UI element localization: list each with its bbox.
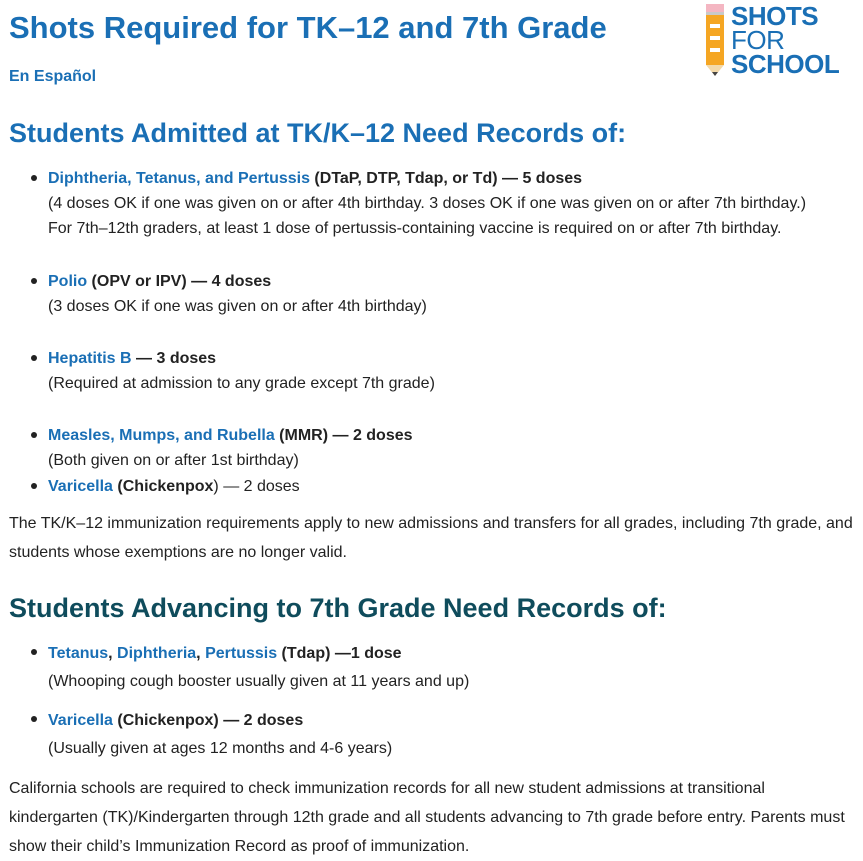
logo-line-shots: SHOTS <box>731 1 819 31</box>
vaccine-item-varicella-7th <box>48 707 848 763</box>
vaccine-note: (4 doses OK if one was given on or after 4th birthday. 3 doses OK if one was given on or after 7th birthday.) <box>48 195 807 212</box>
vaccine-link-hepatitis-b[interactable]: Hepatitis B <box>48 350 132 367</box>
vaccine-link-diphtheria[interactable]: Diphtheria <box>117 645 197 662</box>
vaccine-item-polio <box>48 269 848 319</box>
vaccine-note: (Both given on or after 1st birthday) <box>48 452 299 469</box>
logo-wordmark <box>731 1 840 79</box>
vaccine-abbr-close: ) <box>213 478 219 495</box>
section-advancing-title: Students Advancing to 7th Grade Need Records of: <box>9 593 667 623</box>
vaccine-abbr: (DTaP, DTP, Tdap, or Td) <box>309 170 498 187</box>
vaccine-abbr: (Tdap) <box>277 645 331 662</box>
vaccine-note: (3 doses OK if one was given on or after 4th birthday) <box>48 298 427 315</box>
section-admitted-title: Students Admitted at TK/K–12 Need Records of: <box>9 118 627 148</box>
dose-count: — 2 doses <box>218 712 304 729</box>
vaccine-abbr: (Chickenpox) <box>112 712 219 729</box>
shots-for-school-logo[interactable] <box>704 1 856 79</box>
vaccine-link-dtap[interactable]: Diphtheria, Tetanus, and Pertussis <box>48 170 310 187</box>
dose-count: — 3 doses <box>131 350 217 367</box>
pencil-icon <box>704 4 726 78</box>
dose-count: — 5 doses <box>497 170 583 187</box>
california-schools-paragraph: California schools are required to check immunization records for all new student admissions at transitional kindergarten (TK)/Kindergarten through 12th grade and all students advancing to 7th grade before entry. Parents must show their child’s Immunization Record as proof of immunization. <box>9 780 845 855</box>
page-title: Shots Required for TK–12 and 7th Grade <box>9 10 607 45</box>
dose-count: — 4 doses <box>186 273 272 290</box>
vaccine-link-polio[interactable]: Polio <box>48 273 88 290</box>
vaccine-note: (Required at admission to any grade except 7th grade) <box>48 375 435 392</box>
vaccine-item-hepatitis-b <box>48 346 848 396</box>
vaccine-note: (Usually given at ages 12 months and 4-6 years) <box>48 740 393 757</box>
vaccine-link-tetanus[interactable]: Tetanus <box>48 645 109 662</box>
vaccine-link-pertussis[interactable]: Pertussis <box>205 645 278 662</box>
vaccine-abbr: Chickenpox <box>122 478 214 495</box>
vaccine-abbr: (OPV or IPV) <box>87 273 187 290</box>
vaccine-link-mmr[interactable]: Measles, Mumps, and Rubella <box>48 427 275 444</box>
dose-count: — 2 doses <box>328 427 413 444</box>
vaccine-abbr-open: ( <box>112 478 123 495</box>
dose-count: — 2 doses <box>218 478 300 495</box>
logo-line-for: FOR <box>731 25 785 55</box>
vaccine-abbr: (MMR) <box>274 427 329 444</box>
name-separator: , <box>196 645 206 662</box>
logo-line-school: SCHOOL <box>731 49 840 79</box>
name-separator: , <box>108 645 118 662</box>
spanish-link[interactable]: En Español <box>9 68 97 85</box>
vaccine-item-tdap <box>48 640 848 696</box>
vaccine-note: For 7th–12th graders, at least 1 dose of pertussis-containing vaccine is required on or after 7th birthday. <box>48 220 782 237</box>
vaccine-item-dtap <box>48 166 848 241</box>
vaccine-link-varicella[interactable]: Varicella <box>48 478 113 495</box>
dose-count: —1 dose <box>330 645 402 662</box>
vaccine-item-varicella <box>48 474 848 499</box>
vaccine-item-mmr <box>48 423 848 473</box>
vaccine-note: (Whooping cough booster usually given at 11 years and up) <box>48 673 470 690</box>
vaccine-link-varicella[interactable]: Varicella <box>48 712 113 729</box>
admitted-requirements-paragraph: The TK/K–12 immunization requirements apply to new admissions and transfers for all grades, including 7th grade, and students whose exemptions are no longer valid. <box>9 515 853 561</box>
